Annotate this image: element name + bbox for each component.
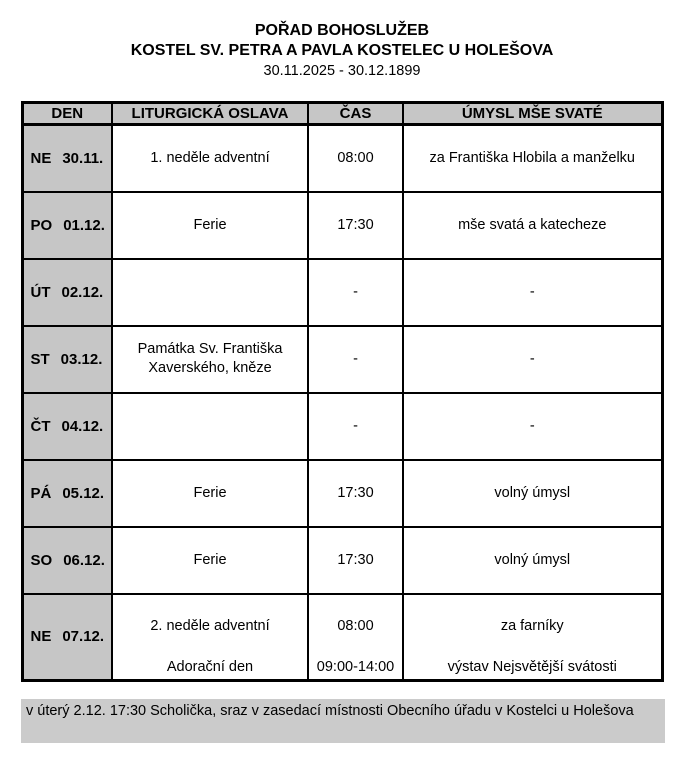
celebration-line-1: 2. neděle adventní xyxy=(150,617,270,634)
table-row xyxy=(22,192,662,259)
time-cell: 17:30 xyxy=(308,460,403,527)
celebration-cell: Ferie xyxy=(112,192,308,259)
time-line-1: 08:00 xyxy=(337,617,374,634)
table-row xyxy=(22,527,662,594)
header-liturgicka-oslava: LITURGICKÁ OSLAVA xyxy=(112,103,308,125)
day-cell xyxy=(22,326,112,393)
day-date: 07.12. xyxy=(62,628,105,646)
table-row xyxy=(22,259,662,326)
header-umysl: ÚMYSL MŠE SVATÉ xyxy=(403,103,662,125)
day-cell xyxy=(22,393,112,460)
date-range: 30.11.2025 - 30.12.1899 xyxy=(263,63,421,79)
table-row xyxy=(22,594,662,681)
header-den: DEN xyxy=(22,103,112,125)
header-cas: ČAS xyxy=(308,103,403,125)
celebration-cell: 1. neděle adventní xyxy=(112,125,308,192)
page-title: POŘAD BOHOSLUŽEB xyxy=(254,22,430,39)
day-date: 04.12. xyxy=(61,417,104,435)
day-date: 02.12. xyxy=(61,283,104,301)
table-header-row xyxy=(22,103,662,125)
celebration-stack xyxy=(113,595,307,678)
table-row xyxy=(22,125,662,192)
day-date: 03.12. xyxy=(60,350,103,368)
day-cell xyxy=(22,125,112,192)
day-abbr: PO xyxy=(30,216,53,234)
day-cell xyxy=(22,259,112,326)
day-abbr: ČT xyxy=(30,417,51,435)
celebration-cell xyxy=(112,259,308,326)
day-cell xyxy=(22,594,112,681)
schedule-table xyxy=(21,101,664,682)
day-abbr: SO xyxy=(30,551,53,569)
day-cell xyxy=(22,192,112,259)
table-row xyxy=(22,460,662,527)
time-stack xyxy=(309,595,402,678)
day-abbr: ST xyxy=(30,350,50,368)
intention-cell xyxy=(403,594,662,681)
footer-note: v úterý 2.12. 17:30 Scholička, sraz v zasedací místnosti Obecního úřadu v Kostelci u Holešova xyxy=(21,699,665,743)
time-cell: - xyxy=(308,259,403,326)
time-line-2: 09:00-14:00 xyxy=(316,658,395,675)
church-name: KOSTEL SV. PETRA A PAVLA KOSTELEC U HOLEŠOVA xyxy=(130,42,554,59)
day-abbr: PÁ xyxy=(30,484,52,502)
time-cell xyxy=(308,594,403,681)
day-abbr: NE xyxy=(30,628,52,646)
celebration-cell xyxy=(112,594,308,681)
celebration-cell: Památka Sv. Františka Xaverského, kněze xyxy=(112,326,308,393)
time-cell: 17:30 xyxy=(308,527,403,594)
day-abbr: NE xyxy=(30,149,52,167)
table-row xyxy=(22,326,662,393)
intention-cell: za Františka Hlobila a manželku xyxy=(403,125,662,192)
intention-stack xyxy=(404,595,661,678)
intention-cell: - xyxy=(403,259,662,326)
time-cell: - xyxy=(308,393,403,460)
day-date: 05.12. xyxy=(62,484,105,502)
intention-line-1: za farníky xyxy=(500,617,564,634)
day-date: 06.12. xyxy=(63,551,105,569)
time-cell: 17:30 xyxy=(308,192,403,259)
celebration-cell: Ferie xyxy=(112,460,308,527)
time-cell: 08:00 xyxy=(308,125,403,192)
day-date: 01.12. xyxy=(63,216,105,234)
intention-cell: - xyxy=(403,326,662,393)
table-row xyxy=(22,393,662,460)
day-abbr: ÚT xyxy=(30,283,51,301)
time-cell: - xyxy=(308,326,403,393)
day-date: 30.11. xyxy=(62,149,104,167)
day-cell xyxy=(22,527,112,594)
intention-cell: mše svatá a katecheze xyxy=(403,192,662,259)
title-block xyxy=(0,0,684,82)
celebration-cell: Ferie xyxy=(112,527,308,594)
intention-cell: volný úmysl xyxy=(403,527,662,594)
intention-line-2: výstav Nejsvětější svátosti xyxy=(447,658,617,675)
intention-cell: volný úmysl xyxy=(403,460,662,527)
intention-cell: - xyxy=(403,393,662,460)
celebration-line-2: Adorační den xyxy=(166,658,254,675)
day-cell xyxy=(22,460,112,527)
celebration-cell xyxy=(112,393,308,460)
